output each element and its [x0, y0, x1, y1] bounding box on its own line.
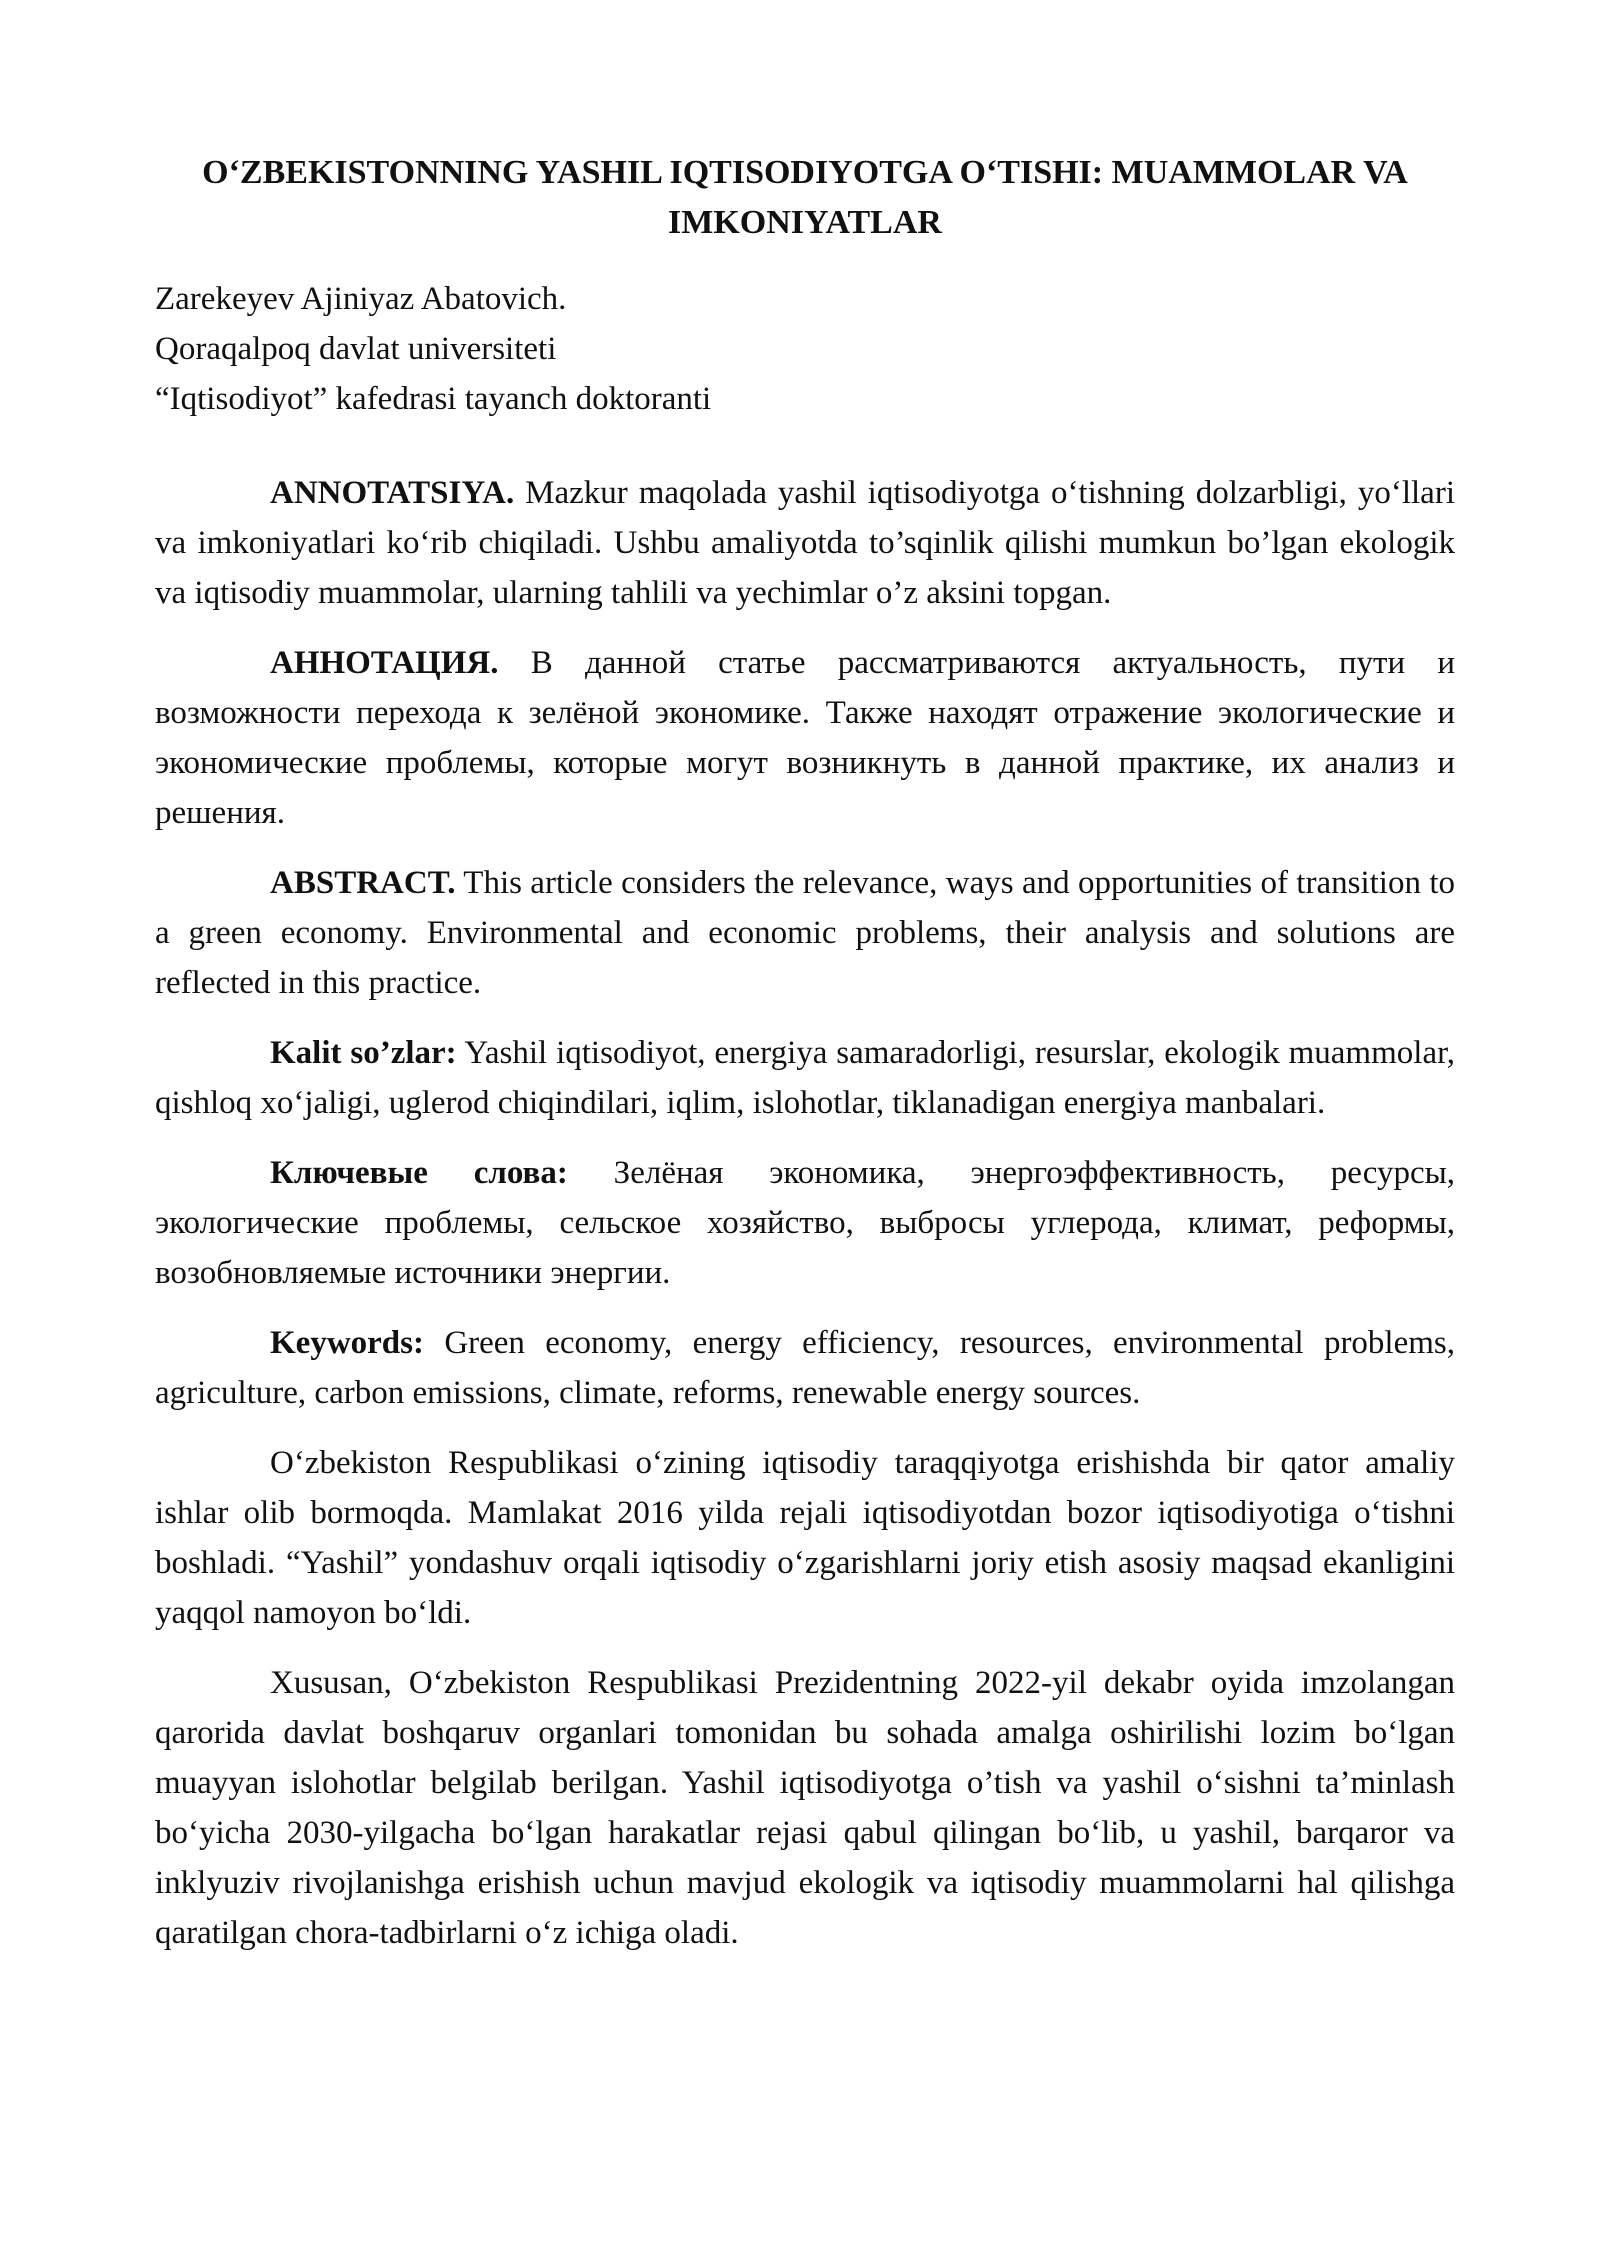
- abstract-en-label: ABSTRACT.: [270, 865, 456, 901]
- article-body: [155, 468, 1455, 1958]
- annotation-uz-label: ANNOTATSIYA.: [270, 475, 515, 511]
- author-university: Qoraqalpoq davlat universiteti: [155, 331, 557, 367]
- annotation-ru-label: АННОТАЦИЯ.: [270, 645, 499, 681]
- keywords-uz: [155, 1028, 1455, 1128]
- annotation-ru: [155, 638, 1455, 838]
- author-name: Zarekeyev Ajiniyaz Abatovich.: [155, 281, 567, 317]
- keywords-uz-label: Kalit so’zlar:: [270, 1035, 457, 1071]
- annotation-uz-text: Mazkur maqolada yashil iqtisodiyotga o‘tishning dolzarbligi, yo‘llari va imkoniyatlari ko‘rib chiqiladi. Ushbu amaliyotda to’sqinlik qilishi mumkun bo’lgan ekologik va iqtisodiy muammolar, ularning tahlili va yechimlar o’z aksini topgan.: [155, 475, 1455, 611]
- keywords-uz-text: Yashil iqtisodiyot, energiya samaradorligi, resurslar, ekologik muammolar, qishloq xo‘jaligi, uglerod chiqindilari, iqlim, islohotlar, tiklanadigan energiya manbalari.: [155, 1035, 1456, 1121]
- keywords-ru-text: Зелёная экономика, энергоэффективность, ресурсы, экологические проблемы, сельское хозяйство, выбросы углерода, климат, реформы, возобновляемые источники энергии.: [155, 1155, 1456, 1291]
- article-title: O‘ZBEKISTONNING YASHIL IQTISODIYOTGA O‘TISHI: MUAMMOLAR VA IMKONIYATLAR: [202, 154, 1408, 241]
- abstract-en-text: This article considers the relevance, ways and opportunities of transition to a green economy. Environmental and economic problems, their analysis and solutions are reflected in this practice.: [155, 865, 1455, 1001]
- body-paragraph-1: O‘zbekiston Respublikasi o‘zining iqtisodiy taraqqiyotga erishishda bir qator amaliy ishlar olib bormoqda. Mamlakat 2016 yilda rejali iqtisodiyotdan bozor iqtisodiyotiga o‘tishni boshladi. “Yashil” yondashuv orqali iqtisodiy o‘zgarishlarni joriy etish asosiy maqsad ekanligini yaqqol namoyon bo‘ldi.: [155, 1445, 1455, 1631]
- abstract-en: [155, 858, 1455, 1008]
- body-paragraph-2: Xususan, O‘zbekiston Respublikasi Prezidentning 2022-yil dekabr oyida imzolangan qarorida davlat boshqaruv organlari tomonidan bu sohada amalga oshirilishi lozim bo‘lgan muayyan islohotlar belgilab berilgan. Yashil iqtisodiyotga o’tish va yashil o‘sishni ta’minlash bo‘yicha 2030-yilgacha bo‘lgan harakatlar rejasi qabul qilingan bo‘lib, u yashil, barqaror va inklyuziv rivojlanishga erishish uchun mavjud ekologik va iqtisodiy muammolarni hal qilishga qaratilgan chora-tadbirlarni o‘z ichiga oladi.: [155, 1665, 1455, 1951]
- author-position: “Iqtisodiyot” kafedrasi tayanch doktoranti: [155, 381, 712, 417]
- keywords-ru: [155, 1148, 1455, 1298]
- keywords-en-text: Green economy, energy efficiency, resources, environmental problems, agriculture, carbon emissions, climate, reforms, renewable energy sources.: [155, 1325, 1456, 1411]
- author-block: [155, 274, 1455, 424]
- annotation-uz: [155, 468, 1455, 618]
- keywords-en: [155, 1318, 1455, 1418]
- keywords-ru-label: Ключевые слова:: [270, 1155, 568, 1191]
- document-page: [155, 148, 1455, 1978]
- annotation-ru-text: В данной статье рассматриваются актуальность, пути и возможности перехода к зелёной экономике. Также находят отражение экологические и экономические проблемы, которые могут возникнуть в данной практике, их анализ и решения.: [155, 645, 1456, 831]
- keywords-en-label: Keywords:: [270, 1325, 424, 1361]
